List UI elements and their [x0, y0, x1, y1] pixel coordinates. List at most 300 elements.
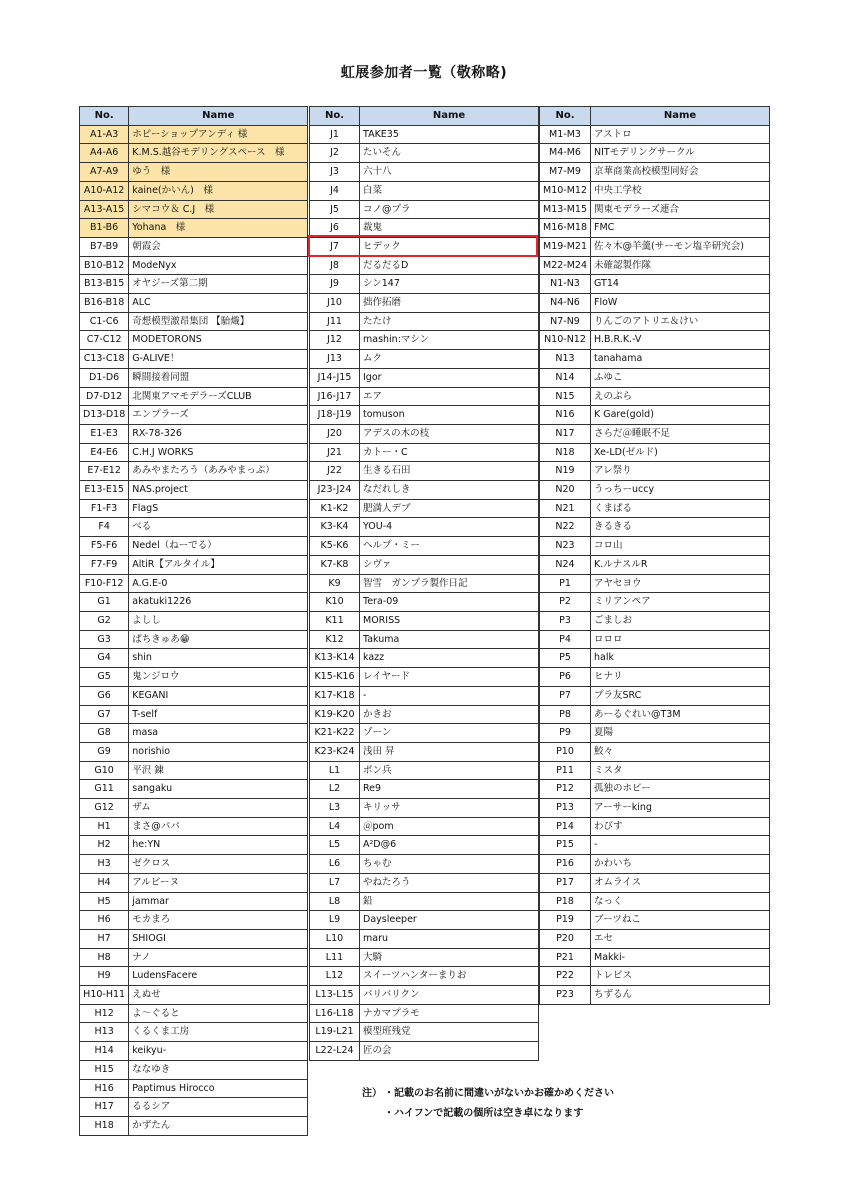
participant-name: コロ山 [591, 537, 770, 556]
table-row [310, 668, 539, 687]
booth-number: M10-M12 [540, 181, 591, 200]
participant-name: オムライス [591, 873, 770, 892]
participant-name: たたけ [360, 312, 539, 331]
participant-name: sangaku [129, 780, 308, 799]
booth-number: K9 [310, 574, 360, 593]
table-row [540, 911, 770, 930]
booth-number: C13-C18 [80, 350, 129, 369]
booth-number: L12 [310, 967, 360, 986]
table-row [310, 855, 539, 874]
participant-name: Xe-LD(ゼルド) [591, 443, 770, 462]
participant-name: まさ@パパ [129, 817, 308, 836]
participant-name: ＠pom [360, 817, 539, 836]
booth-number: N16 [540, 406, 591, 425]
participant-name: ポン兵 [360, 761, 539, 780]
header-no: No. [80, 107, 129, 126]
booth-number: L4 [310, 817, 360, 836]
participant-name: Re9 [360, 780, 539, 799]
booth-number: J16-J17 [310, 387, 360, 406]
booth-number: P20 [540, 929, 591, 948]
participant-name: うっちーuccy [591, 481, 770, 500]
table-row [80, 481, 308, 500]
participant-name: あみやまたろう（あみやまっぷ） [129, 462, 308, 481]
table-row [80, 724, 308, 743]
booth-number: H6 [80, 911, 129, 930]
table-row [310, 873, 539, 892]
participant-name: LudensFacere [129, 967, 308, 986]
booth-number: L9 [310, 911, 360, 930]
table-row [540, 574, 770, 593]
table-row [540, 668, 770, 687]
table-row [540, 219, 770, 238]
table-row [310, 724, 539, 743]
booth-number: J14-J15 [310, 368, 360, 387]
participant-name: アストロ [591, 125, 770, 144]
participant-name: FloW [591, 294, 770, 313]
table-row [80, 780, 308, 799]
booth-number: P16 [540, 855, 591, 874]
booth-number: M1-M3 [540, 125, 591, 144]
notes-label: 注） [362, 1088, 382, 1099]
participant-name: シン147 [360, 275, 539, 294]
participant-name: mashin:マシン [360, 331, 539, 350]
participant-name: AltiR【アルタイル】 [129, 555, 308, 574]
booth-number: P23 [540, 986, 591, 1005]
table-row [80, 574, 308, 593]
booth-number: J18-J19 [310, 406, 360, 425]
table-row [80, 331, 308, 350]
participant-name: キリッサ [360, 799, 539, 818]
table-row [540, 518, 770, 537]
table-row [540, 163, 770, 182]
table-row [80, 761, 308, 780]
participant-name: ナカマプラモ [360, 1004, 539, 1023]
participant-name: G-ALIVE！ [129, 350, 308, 369]
booth-number: H2 [80, 836, 129, 855]
table-row [540, 780, 770, 799]
participant-name: ヘルプ・ミー [360, 537, 539, 556]
booth-number: N19 [540, 462, 591, 481]
booth-number: J2 [310, 144, 360, 163]
booth-number: M7-M9 [540, 163, 591, 182]
table-row [80, 537, 308, 556]
header-name: Name [360, 107, 539, 126]
table-row [80, 312, 308, 331]
participant-name: ヒデック [360, 237, 539, 256]
booth-number: L5 [310, 836, 360, 855]
table-row [80, 892, 308, 911]
participant-name: オヤジーズ第二期 [129, 275, 308, 294]
participant-name: レイヤード [360, 668, 539, 687]
table-row [310, 761, 539, 780]
booth-number: N4-N6 [540, 294, 591, 313]
booth-number: G7 [80, 705, 129, 724]
table-row [310, 200, 539, 219]
participant-name: 北関東アマモデラーズCLUB [129, 387, 308, 406]
table-row [310, 705, 539, 724]
participant-name: きるきる [591, 518, 770, 537]
table-row [540, 312, 770, 331]
participant-name: Igor [360, 368, 539, 387]
table-row [80, 855, 308, 874]
table-row [80, 518, 308, 537]
participant-name: くるくま工房 [129, 1023, 308, 1042]
table-row [540, 200, 770, 219]
participant-name: 裁鬼 [360, 219, 539, 238]
table-row [540, 724, 770, 743]
booth-number: H7 [80, 929, 129, 948]
table-row [310, 406, 539, 425]
booth-number: J4 [310, 181, 360, 200]
table-row [80, 686, 308, 705]
table-row [310, 368, 539, 387]
participant-name: NITモデリングサークル [591, 144, 770, 163]
booth-number: L11 [310, 948, 360, 967]
participant-name: 肥満人デブ [360, 499, 539, 518]
table-row [540, 406, 770, 425]
booth-number: H5 [80, 892, 129, 911]
table-row [540, 256, 770, 275]
booth-number: N24 [540, 555, 591, 574]
table-row [80, 424, 308, 443]
booth-number: G2 [80, 611, 129, 630]
table-row [540, 331, 770, 350]
booth-number: A7-A9 [80, 163, 129, 182]
booth-number: P2 [540, 593, 591, 612]
participant-name: A²D@6 [360, 836, 539, 855]
booth-number: N18 [540, 443, 591, 462]
table-row [310, 817, 539, 836]
table-row [80, 237, 308, 256]
table-row [80, 1098, 308, 1117]
booth-number: D13-D18 [80, 406, 129, 425]
participant-name: tomuson [360, 406, 539, 425]
booth-number: H17 [80, 1098, 129, 1117]
participant-name: T-self [129, 705, 308, 724]
booth-number: L22-L24 [310, 1042, 360, 1061]
participant-name: よしし [129, 611, 308, 630]
participant-name: Yohana 様 [129, 219, 308, 238]
booth-number: H8 [80, 948, 129, 967]
participant-name: ミリアンペア [591, 593, 770, 612]
booth-number: J21 [310, 443, 360, 462]
booth-number: N10-N12 [540, 331, 591, 350]
participant-name: TAKE35 [360, 125, 539, 144]
table-row [310, 219, 539, 238]
participant-name: さらだ＠睡眠不足 [591, 424, 770, 443]
table-row [540, 181, 770, 200]
booth-number: G10 [80, 761, 129, 780]
participant-name: Takuma [360, 630, 539, 649]
booth-number: J12 [310, 331, 360, 350]
participant-name: アレ祭り [591, 462, 770, 481]
participant-name: K.ルナスルR [591, 555, 770, 574]
booth-number: M22-M24 [540, 256, 591, 275]
participant-name: ヒナリ [591, 668, 770, 687]
booth-number: N13 [540, 350, 591, 369]
participant-name: 匠の会 [360, 1042, 539, 1061]
participant-name: keikyu- [129, 1042, 308, 1061]
table-row [80, 948, 308, 967]
table-row [80, 1079, 308, 1098]
participant-name: アルビーヌ [129, 873, 308, 892]
table-row [80, 144, 308, 163]
participant-name: エンプラーズ [129, 406, 308, 425]
participant-name: 平沢 錬 [129, 761, 308, 780]
table-row [80, 368, 308, 387]
booth-number: A13-A15 [80, 200, 129, 219]
table-row [80, 705, 308, 724]
participant-name: トレビス [591, 967, 770, 986]
table-row [310, 312, 539, 331]
participant-name: 拙作拓磨 [360, 294, 539, 313]
table-row [80, 462, 308, 481]
note-line-2: ・ハイフンで記載の個所は空き卓になります [384, 1108, 584, 1119]
table-row [540, 537, 770, 556]
participant-name: たいそん [360, 144, 539, 163]
table-row [310, 181, 539, 200]
table-row [310, 967, 539, 986]
booth-number: G1 [80, 593, 129, 612]
participant-name: 生きる石田 [360, 462, 539, 481]
participant-table-2 [309, 106, 539, 1061]
table-row [310, 1023, 539, 1042]
table-row [310, 163, 539, 182]
participant-name: RX-78-326 [129, 424, 308, 443]
participant-name: akatuki1226 [129, 593, 308, 612]
participant-name: シヴァ [360, 555, 539, 574]
booth-number: F1-F3 [80, 499, 129, 518]
participant-name: だるだるD [360, 256, 539, 275]
participant-name: モカまろ [129, 911, 308, 930]
table-row [80, 967, 308, 986]
booth-number: F10-F12 [80, 574, 129, 593]
participant-name: べる [129, 518, 308, 537]
booth-number: P22 [540, 967, 591, 986]
participant-name: バリバリクン [360, 986, 539, 1005]
table-row [80, 836, 308, 855]
booth-number: H13 [80, 1023, 129, 1042]
header-name: Name [591, 107, 770, 126]
header-name: Name [129, 107, 308, 126]
booth-number: K12 [310, 630, 360, 649]
booth-number: G4 [80, 649, 129, 668]
participant-name: りんごのアトリエ＆けい [591, 312, 770, 331]
booth-number: N17 [540, 424, 591, 443]
table-row [310, 462, 539, 481]
participant-name: よ～ぐると [129, 1004, 308, 1023]
table-row [80, 986, 308, 1005]
booth-number: F7-F9 [80, 555, 129, 574]
table-row [540, 443, 770, 462]
booth-number: E4-E6 [80, 443, 129, 462]
participant-name: 中央工学校 [591, 181, 770, 200]
table-row [540, 424, 770, 443]
table-row [310, 799, 539, 818]
table-row [310, 387, 539, 406]
participant-name: ALC [129, 294, 308, 313]
booth-number: L1 [310, 761, 360, 780]
participant-name: カトー・C [360, 443, 539, 462]
booth-number: L13-L15 [310, 986, 360, 1005]
participant-name: halk [591, 649, 770, 668]
booth-number: P19 [540, 911, 591, 930]
table-row [540, 630, 770, 649]
booth-number: K5-K6 [310, 537, 360, 556]
booth-number: N7-N9 [540, 312, 591, 331]
booth-number: P8 [540, 705, 591, 724]
table-row [80, 350, 308, 369]
table-row [540, 929, 770, 948]
participant-name: ザム [129, 799, 308, 818]
participant-name: ゼクロス [129, 855, 308, 874]
participant-name: kazz [360, 649, 539, 668]
participant-name: jammar [129, 892, 308, 911]
table-row [310, 911, 539, 930]
booth-number: K3-K4 [310, 518, 360, 537]
booth-number: J10 [310, 294, 360, 313]
participant-name: - [591, 836, 770, 855]
table-row [80, 929, 308, 948]
table-row [540, 817, 770, 836]
table-row [310, 125, 539, 144]
page-title: 虹展参加者一覧（敬称略) [340, 65, 508, 81]
table-row [540, 855, 770, 874]
table-row [80, 406, 308, 425]
participant-name: A.G.E-0 [129, 574, 308, 593]
table-row [80, 219, 308, 238]
booth-number: L10 [310, 929, 360, 948]
participant-name: SHIOGI [129, 929, 308, 948]
participant-name: masa [129, 724, 308, 743]
booth-number: B1-B6 [80, 219, 129, 238]
booth-number: L7 [310, 873, 360, 892]
participant-name: ゆう 様 [129, 163, 308, 182]
participant-name: ムク [360, 350, 539, 369]
participant-name: Daysleeper [360, 911, 539, 930]
participant-name: ふゆこ [591, 368, 770, 387]
participant-name: 鉛 [360, 892, 539, 911]
table-row [540, 948, 770, 967]
participant-table-3 [539, 106, 770, 1005]
participant-name: スイーツハンターまりお [360, 967, 539, 986]
table-row [80, 443, 308, 462]
booth-number: G12 [80, 799, 129, 818]
participant-name: ゾーン [360, 724, 539, 743]
participant-name: エア [360, 387, 539, 406]
booth-number: L19-L21 [310, 1023, 360, 1042]
booth-number: E7-E12 [80, 462, 129, 481]
table-row [310, 892, 539, 911]
table-row [80, 668, 308, 687]
table-row [80, 1042, 308, 1061]
booth-number: N22 [540, 518, 591, 537]
table-row [80, 911, 308, 930]
booth-number: A4-A6 [80, 144, 129, 163]
booth-number: L16-L18 [310, 1004, 360, 1023]
table-row [310, 424, 539, 443]
table-row [80, 742, 308, 761]
table-row [540, 499, 770, 518]
participant-name: ロロロ [591, 630, 770, 649]
table-row [310, 275, 539, 294]
table-row [540, 705, 770, 724]
booth-number: L6 [310, 855, 360, 874]
table-row [310, 237, 539, 256]
participant-name: MODETORONS [129, 331, 308, 350]
participant-name: FMC [591, 219, 770, 238]
booth-number: H16 [80, 1079, 129, 1098]
table-row [540, 275, 770, 294]
participant-name: 浅田 昇 [360, 742, 539, 761]
booth-number: G3 [80, 630, 129, 649]
booth-number: M19-M21 [540, 237, 591, 256]
table-row [310, 350, 539, 369]
booth-number: P14 [540, 817, 591, 836]
booth-number: A10-A12 [80, 181, 129, 200]
booth-number: F4 [80, 518, 129, 537]
participant-name: 孤独のホビー [591, 780, 770, 799]
table-row [310, 1042, 539, 1061]
table-row [80, 593, 308, 612]
table-row [80, 630, 308, 649]
booth-number: P6 [540, 668, 591, 687]
table-row [80, 163, 308, 182]
participant-name: あーるぐれい@T3M [591, 705, 770, 724]
table-row [80, 1023, 308, 1042]
table-row [540, 649, 770, 668]
table-row [540, 742, 770, 761]
participant-name: - [360, 686, 539, 705]
participant-name: コノ@プラ [360, 200, 539, 219]
table-row [540, 799, 770, 818]
table-row [310, 256, 539, 275]
booth-number: H3 [80, 855, 129, 874]
participant-name: かわいち [591, 855, 770, 874]
booth-number: B16-B18 [80, 294, 129, 313]
participant-name: he:YN [129, 836, 308, 855]
booth-number: J11 [310, 312, 360, 331]
booth-number: L2 [310, 780, 360, 799]
booth-number: P7 [540, 686, 591, 705]
participant-name: 模型班残党 [360, 1023, 539, 1042]
participant-name: 六十八 [360, 163, 539, 182]
participant-name: えのぷら [591, 387, 770, 406]
table-row [310, 742, 539, 761]
table-row [80, 125, 308, 144]
booth-number: L3 [310, 799, 360, 818]
table-row [310, 499, 539, 518]
participant-name: ナノ [129, 948, 308, 967]
participant-name: YOU-4 [360, 518, 539, 537]
booth-number: J23-J24 [310, 481, 360, 500]
booth-number: G11 [80, 780, 129, 799]
booth-number: G9 [80, 742, 129, 761]
booth-number: M4-M6 [540, 144, 591, 163]
participant-name: アヤセヨウ [591, 574, 770, 593]
booth-number: P12 [540, 780, 591, 799]
participant-name: ぱちきゅあ😁 [129, 630, 308, 649]
participant-name: 朝霞会 [129, 237, 308, 256]
table-row [540, 967, 770, 986]
booth-number: E13-E15 [80, 481, 129, 500]
table-row [540, 481, 770, 500]
participant-name: GT14 [591, 275, 770, 294]
booth-number: P4 [540, 630, 591, 649]
table-row [310, 294, 539, 313]
participant-name: 関東モデラーズ連合 [591, 200, 770, 219]
table-row [310, 611, 539, 630]
